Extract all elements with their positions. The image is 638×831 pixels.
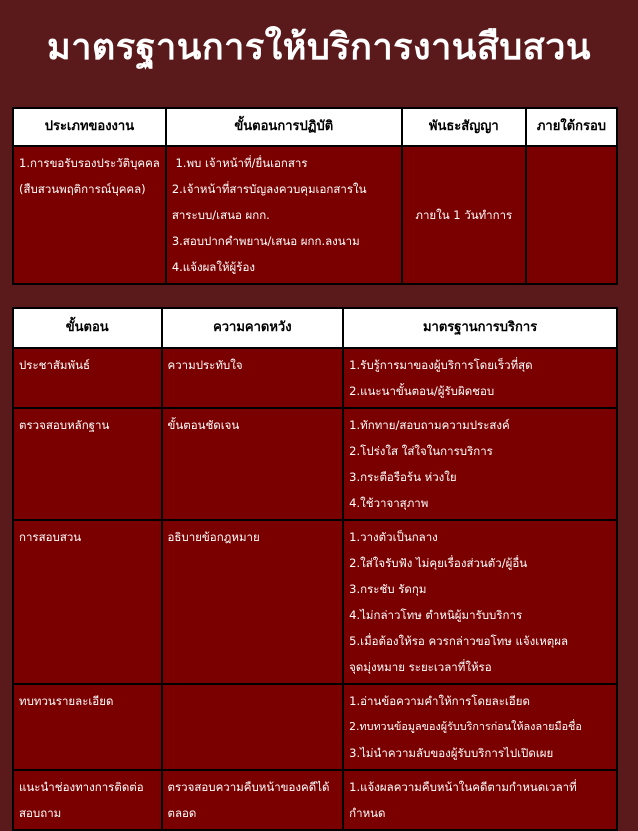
cell-line: สอบถาม <box>19 806 62 820</box>
cell-line: อธิบายข้อกฎหมาย <box>167 530 260 544</box>
cell-line: 3.ไม่นำความลับของผู้รับบริการไปเปิดเผย <box>349 746 554 760</box>
cell-line: 1.การขอรับรองประวัติบุคคล <box>19 156 160 170</box>
cell-procedure <box>166 146 402 284</box>
cell-line: 1.อ่านข้อความคำให้การโดยละเอียด <box>349 694 530 708</box>
cell-line: ขั้นตอนชัดเจน <box>167 418 240 432</box>
cell-line: แนะนำช่องทางการติดต่อ <box>19 780 144 794</box>
table-row <box>13 146 617 284</box>
cell-line: 2.เจ้าหน้าที่สารบัญลงควบคุมเอกสารใน <box>171 182 367 196</box>
table-row <box>13 684 617 770</box>
cell-framework <box>526 146 617 284</box>
cell-line: ทบทวนรายละเอียด <box>19 694 114 708</box>
table-row <box>13 348 617 408</box>
table-row <box>13 770 617 830</box>
cell-line: 3.สอบปากคำพยาน/เสนอ ผกก.ลงนาม <box>171 234 360 248</box>
cell-standards <box>343 520 617 684</box>
cell-line: ประชาสัมพันธ์ <box>19 358 90 372</box>
cell-line: 1.วางตัวเป็นกลาง <box>349 530 438 544</box>
cell-line: 3.กระชับ รัดกุม <box>349 582 427 596</box>
cell-standards <box>343 684 617 770</box>
cell-line: การสอบสวน <box>19 530 82 544</box>
cell-line: กำหนด <box>349 806 386 820</box>
cell-step <box>13 684 162 770</box>
cell-step <box>13 520 162 684</box>
cell-line: (สืบสวนพฤติการณ์บุคคล) <box>19 182 146 196</box>
header-expectation: ความคาดหวัง <box>162 308 344 348</box>
cell-standards <box>343 408 617 520</box>
cell-line: 1.พบ เจ้าหน้าที่/ยื่นเอกสาร <box>171 156 308 170</box>
cell-line: 4.ไม่กล่าวโทษ ตำหนิผู้มารับบริการ <box>349 608 523 622</box>
cell-line: ตลอด <box>167 806 197 820</box>
cell-expectation <box>162 408 344 520</box>
cell-expectation <box>162 684 344 770</box>
cell-line: 1.รับรู้การมาของผู้บริการโดยเร็วที่สุด <box>349 358 533 372</box>
table-row <box>13 408 617 520</box>
cell-expectation <box>162 770 344 830</box>
table-header-row <box>13 308 617 348</box>
cell-line: ตรวจสอบหลักฐาน <box>19 418 110 432</box>
cell-step <box>13 408 162 520</box>
cell-work-type <box>13 146 166 284</box>
cell-line: 1.ทักทาย/สอบถามความประสงค์ <box>349 418 510 432</box>
cell-line: 3.กระตือรือร้น ห่วงใย <box>349 470 457 484</box>
cell-step <box>13 770 162 830</box>
cell-standards <box>343 348 617 408</box>
table-row <box>13 520 617 684</box>
cell-commitment: ภายใน 1 วันทำการ <box>402 146 526 284</box>
cell-standards <box>343 770 617 830</box>
header-step: ขั้นตอน <box>13 308 162 348</box>
cell-line: ตรวจสอบความคืบหน้าของคดีได้ <box>167 780 330 794</box>
header-commitment: พันธะสัญญา <box>402 108 526 146</box>
cell-line: สาระบบ/เสนอ ผกก. <box>171 208 270 222</box>
cell-step <box>13 348 162 408</box>
header-framework: ภายใต้กรอบ <box>526 108 617 146</box>
service-standards-table <box>12 307 618 831</box>
cell-line: จุดมุ่งหมาย ระยะเวลาที่ให้รอ <box>349 660 492 674</box>
cell-line: 4.แจ้งผลให้ผู้ร้อง <box>171 260 255 274</box>
cell-line: 4.ใช้วาจาสุภาพ <box>349 496 429 510</box>
cell-line: 2.โปร่งใส ใส่ใจในการบริการ <box>349 444 493 458</box>
cell-line: ความประทับใจ <box>167 358 243 372</box>
cell-line: 2.ใส่ใจรับฟัง ไม่คุยเรื่องส่วนตัว/ผู้อื่น <box>349 556 528 570</box>
service-commitment-table <box>12 107 618 285</box>
header-service-standard: มาตรฐานการบริการ <box>343 308 617 348</box>
page-title: มาตรฐานการให้บริการงานสืบสวน <box>46 27 592 68</box>
table-header-row <box>13 108 617 146</box>
cell-expectation <box>162 348 344 408</box>
cell-line: 2.ทบทวนข้อมูลของผู้รับบริการก่อนให้ลงลายมือชื่อ <box>349 720 582 733</box>
header-procedure: ขั้นตอนการปฏิบัติ <box>166 108 402 146</box>
cell-line: 2.แนะนาขั้นตอน/ผู้รับผิดชอบ <box>349 384 495 398</box>
cell-line: 5.เมื่อต้องให้รอ ควรกล่าวขอโทษ แจ้งเหตุผล <box>349 634 569 648</box>
cell-expectation <box>162 520 344 684</box>
cell-line: 1.แจ้งผลความคืบหน้าในคดีตามกำหนดเวลาที่ <box>349 780 577 794</box>
header-work-type: ประเภทของงาน <box>13 108 166 146</box>
